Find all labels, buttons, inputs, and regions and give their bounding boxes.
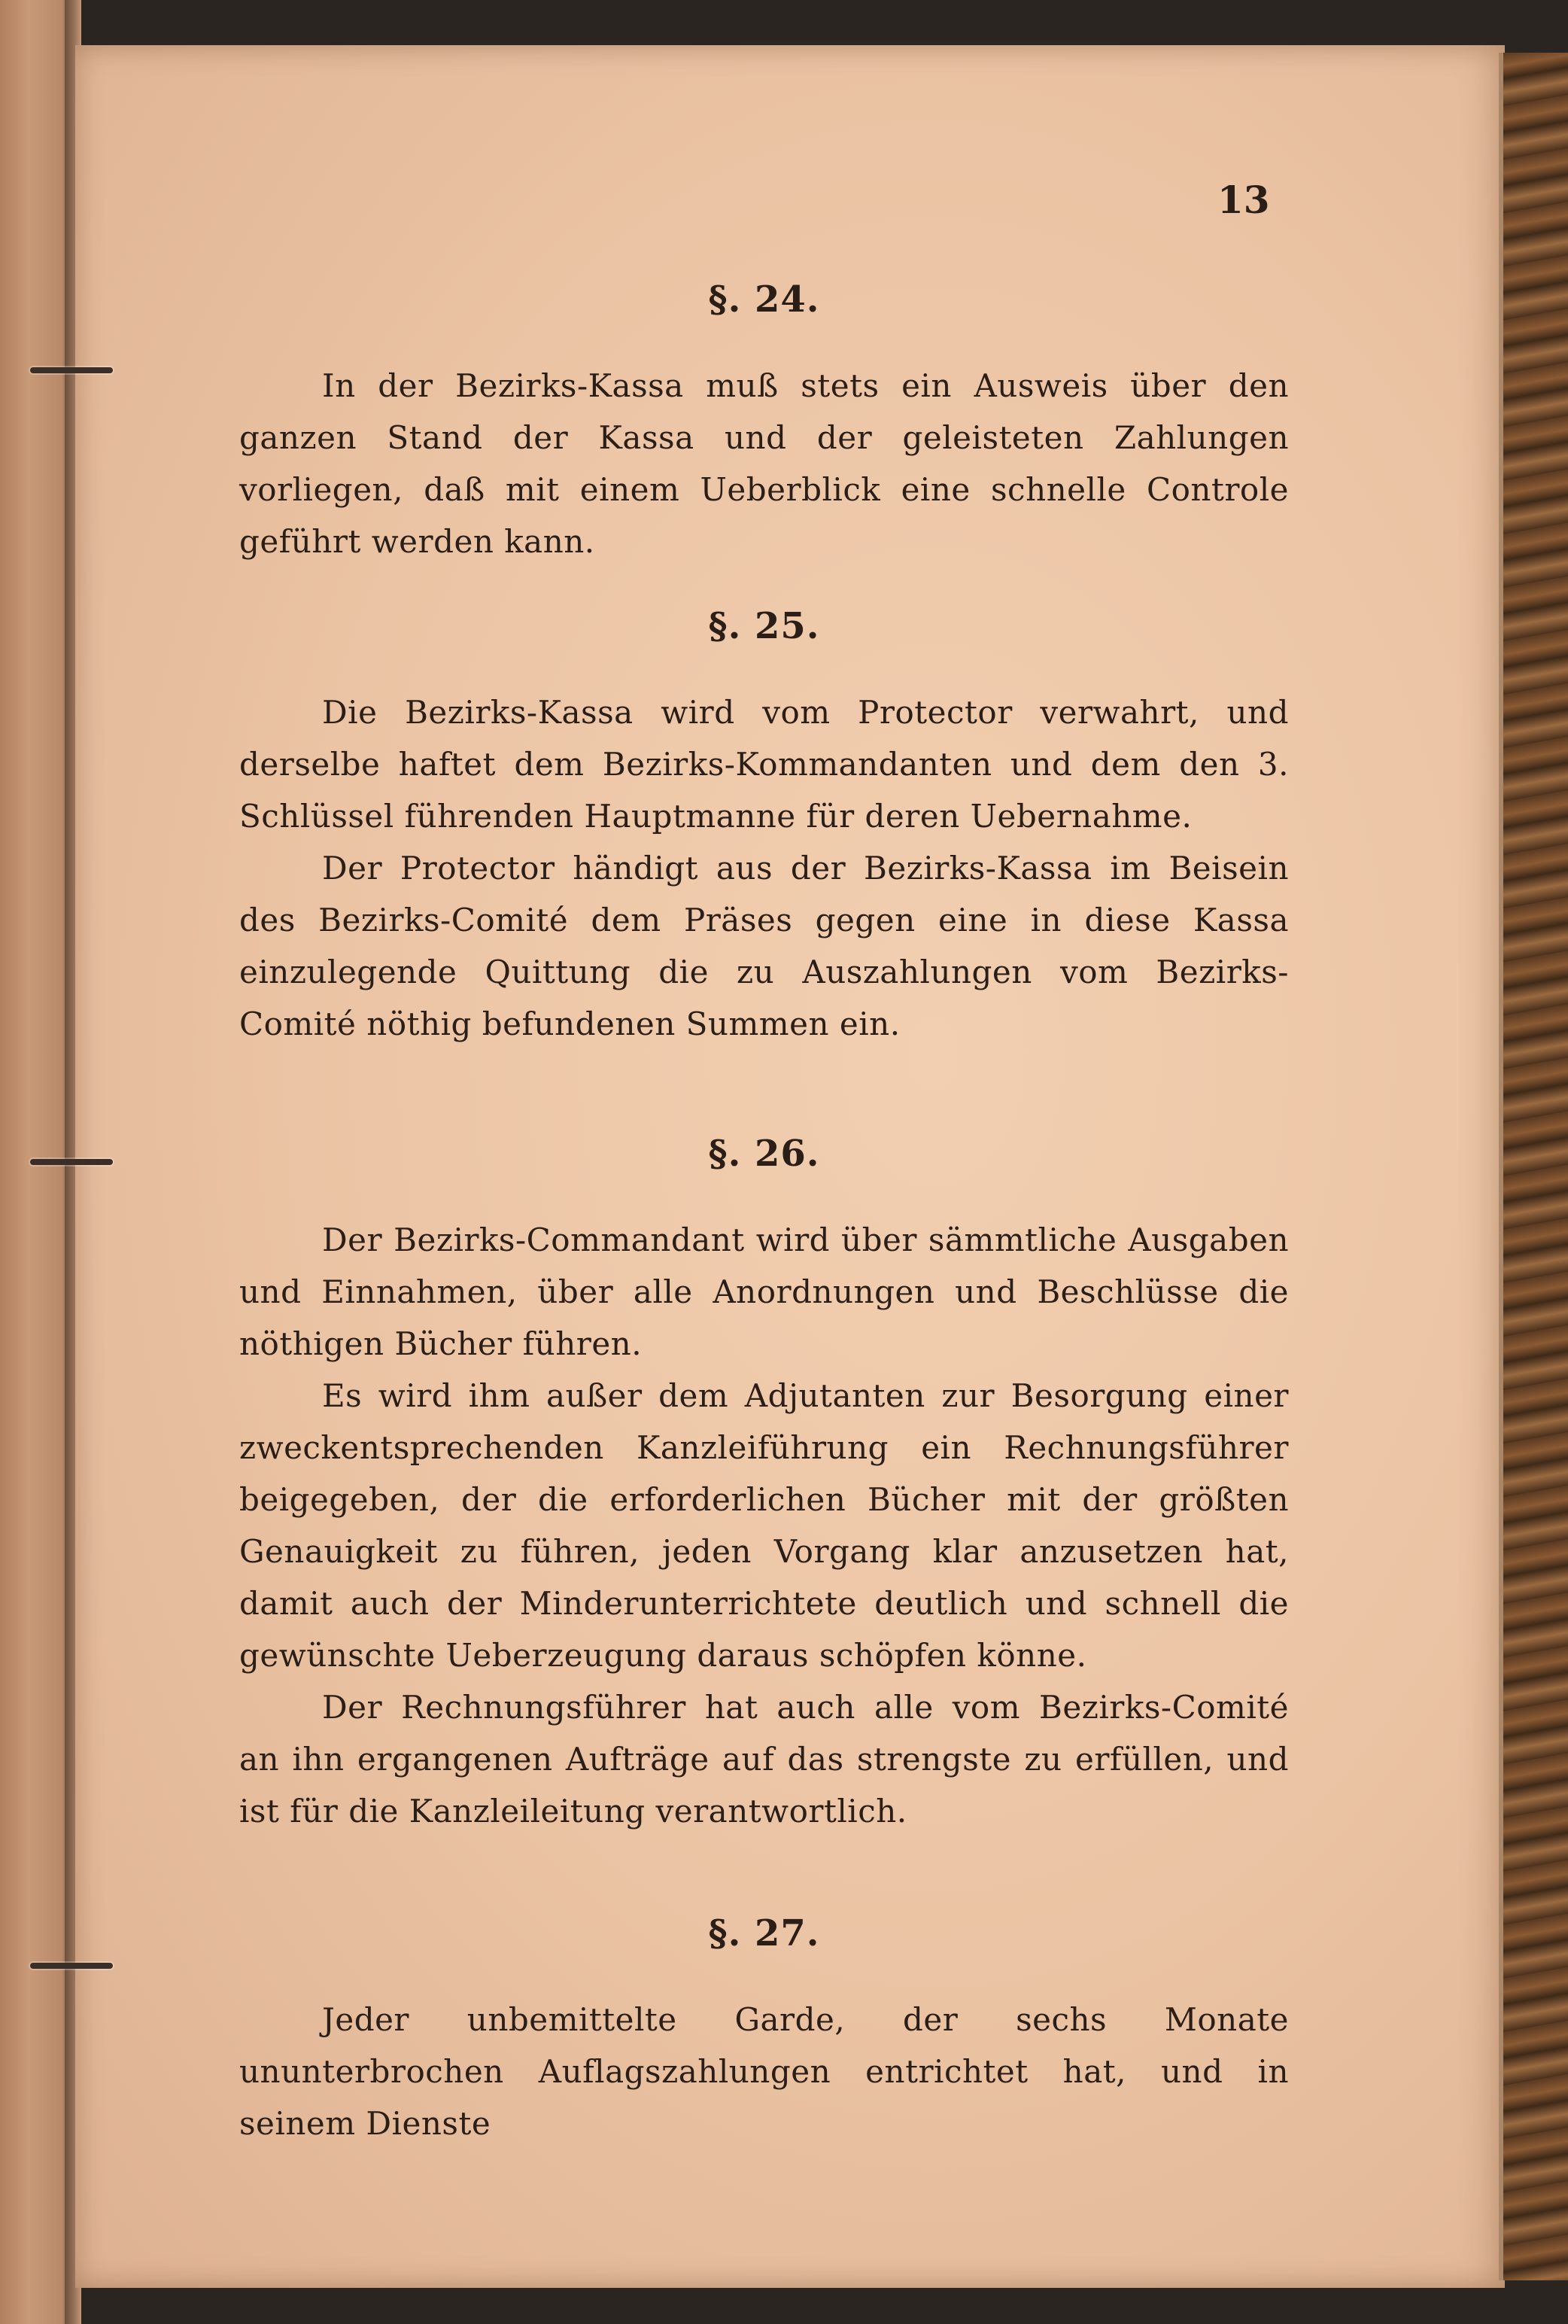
binding-stitch bbox=[30, 367, 113, 373]
section-heading: §. 27. bbox=[708, 1912, 820, 1954]
paragraph: In der Bezirks-Kassa muß stets ein Ausweis über den ganzen Stand der Kassa und der geleisteten Zahlungen vorliegen, daß mit einem Ueberblick eine schnelle Controle geführt werden kann. bbox=[239, 367, 1289, 560]
paragraph: Jeder unbemittelte Garde, der sechs Monate ununterbrochen Auflagszahlungen entrichtet hat, und in seinem Dienste bbox=[239, 2001, 1289, 2142]
section-heading: §. 25. bbox=[708, 605, 820, 647]
binding-stitch bbox=[30, 1963, 113, 1969]
paragraph: Der Bezirks-Commandant wird über sämmtliche Ausgaben und Einnahmen, über alle Anordnungen und Beschlüsse die nöthigen Bücher führen. bbox=[239, 1221, 1289, 1362]
section-heading: §. 24. bbox=[708, 278, 820, 321]
page-text bbox=[239, 166, 1289, 2149]
page-number: 13 bbox=[1217, 178, 1270, 222]
paragraph: Der Rechnungsführer hat auch alle vom Bezirks-Comité an ihn ergangenen Aufträge auf das strengste zu erfüllen, und ist für die Kanzleileitung verantwortlich. bbox=[239, 1689, 1289, 1830]
binding-stitch bbox=[30, 1159, 113, 1165]
paragraph: Es wird ihm außer dem Adjutanten zur Besorgung einer zweckentsprechenden Kanzleiführung ein Rechnungsführer beigegeben, der die erforderlichen Bücher mit der größten Genauigkeit zu führen, jeden Vorgang klar anzusetzen hat, damit auch der Minderunterrichtete deutlich und schnell die gewünschte Ueberzeugung daraus schöpfen könne. bbox=[239, 1377, 1289, 1674]
section-heading: §. 26. bbox=[708, 1133, 820, 1175]
paragraph: Der Protector händigt aus der Bezirks-Kassa im Beisein des Bezirks-Comité dem Präses gegen eine in diese Kassa einzulegende Quittung die zu Auszahlungen vom Bezirks-Comité nöthig befundenen Summen ein. bbox=[239, 850, 1289, 1042]
paragraph: Die Bezirks-Kassa wird vom Protector verwahrt, und derselbe haftet dem Bezirks-Kommandanten und dem den 3. Schlüssel führenden Hauptmanne für deren Uebernahme. bbox=[239, 694, 1289, 835]
marbled-book-edge bbox=[1499, 53, 1568, 2280]
